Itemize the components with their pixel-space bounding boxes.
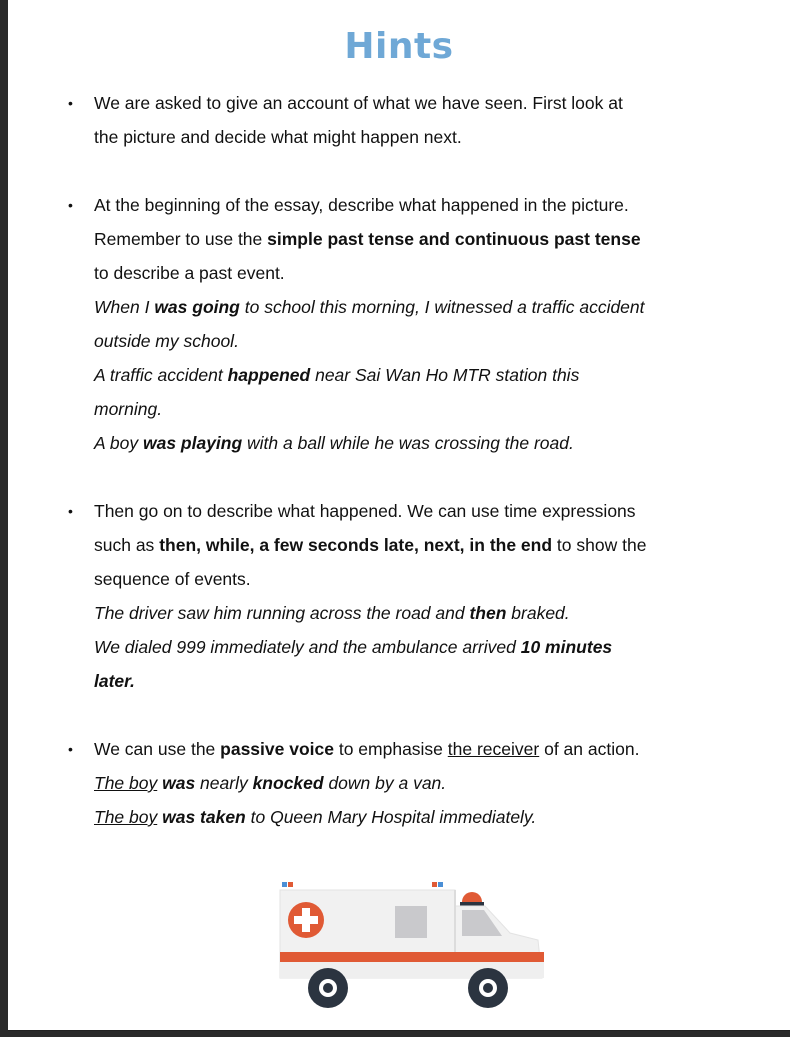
wheel-hub — [323, 983, 333, 993]
hint-line — [94, 324, 708, 358]
siren-icon — [462, 892, 482, 902]
text-segment: such as — [94, 535, 160, 555]
text-segment: A traffic accident — [94, 365, 228, 385]
hint-line — [94, 562, 708, 596]
text-segment: simple past tense and continuous past tense — [267, 229, 641, 249]
hint-line — [94, 800, 708, 834]
page-title: Hints — [344, 26, 454, 67]
hints-list — [68, 86, 708, 868]
text-segment: was taken — [157, 807, 246, 827]
text-segment: Remember to use the — [94, 229, 268, 249]
text-segment: near Sai Wan Ho MTR station this — [310, 365, 580, 385]
text-segment: The boy — [94, 773, 158, 793]
hint-line — [94, 630, 708, 664]
text-segment: to describe a past event. — [94, 263, 285, 283]
hint-line — [94, 256, 708, 290]
text-segment: the picture and decide what might happen next. — [94, 127, 462, 147]
text-segment: to school this morning, I witnessed a traffic accident — [239, 297, 645, 317]
hint-item — [68, 732, 708, 834]
text-segment: We can use the — [94, 739, 221, 759]
roof-light-red — [288, 882, 293, 887]
hint-line — [94, 120, 708, 154]
hint-item — [68, 188, 708, 460]
text-segment: of an action. — [539, 739, 640, 759]
roof-light-blue — [438, 882, 443, 887]
text-segment: outside my school. — [94, 331, 239, 351]
cross-horizontal — [294, 916, 318, 924]
ambulance-icon — [270, 878, 550, 1013]
text-segment: happened — [227, 365, 311, 385]
hint-item — [68, 494, 708, 698]
hint-line — [94, 596, 708, 630]
text-segment: We are asked to give an account of what we have seen. First look at — [94, 93, 623, 113]
text-segment: later. — [94, 671, 135, 691]
text-segment: was playing — [142, 433, 243, 453]
text-segment: braked. — [506, 603, 570, 623]
text-segment: nearly — [195, 773, 253, 793]
hint-line — [94, 528, 708, 562]
hint-line — [94, 188, 708, 222]
text-segment: with a ball while he was crossing the road. — [242, 433, 574, 453]
hint-line — [94, 290, 708, 324]
text-segment: 10 minutes — [520, 637, 613, 657]
text-segment: was — [157, 773, 196, 793]
wheel-hub — [483, 983, 493, 993]
hint-line — [94, 494, 708, 528]
text-segment: the receiver — [447, 739, 540, 759]
hint-line — [94, 86, 708, 120]
side-window — [395, 906, 427, 938]
hint-line — [94, 222, 708, 256]
text-segment: When I — [94, 297, 155, 317]
hint-line — [94, 392, 708, 426]
text-segment: We dialed 999 immediately and the ambulance arrived — [94, 637, 521, 657]
roof-light-blue — [282, 882, 287, 887]
text-segment: down by a van. — [323, 773, 447, 793]
hint-line — [94, 664, 708, 698]
hint-line — [94, 732, 708, 766]
text-segment: The boy — [94, 807, 158, 827]
document-page — [8, 0, 790, 1031]
text-segment: Then go on to describe what happened. We can use time expressions — [94, 501, 636, 521]
text-segment: to emphasise — [333, 739, 448, 759]
text-segment: to Queen Mary Hospital immediately. — [245, 807, 537, 827]
text-segment: sequence of events. — [94, 569, 251, 589]
text-segment: morning. — [94, 399, 163, 419]
hint-line — [94, 766, 708, 800]
hint-line — [94, 426, 708, 460]
text-segment: then, while, a few seconds late, next, in the end — [159, 535, 553, 555]
text-segment: knocked — [252, 773, 324, 793]
text-segment: At the beginning of the essay, describe what happened in the picture. — [94, 195, 629, 215]
ambulance-stripe — [280, 952, 544, 962]
text-segment: A boy — [94, 433, 143, 453]
text-segment: passive voice — [220, 739, 334, 759]
roof-light-red — [432, 882, 437, 887]
text-segment: was going — [154, 297, 240, 317]
hint-item — [68, 86, 708, 154]
text-segment: The driver saw him running across the road and — [94, 603, 470, 623]
siren-base — [460, 902, 484, 906]
text-segment: to show the — [552, 535, 647, 555]
text-segment: then — [469, 603, 507, 623]
hint-line — [94, 358, 708, 392]
